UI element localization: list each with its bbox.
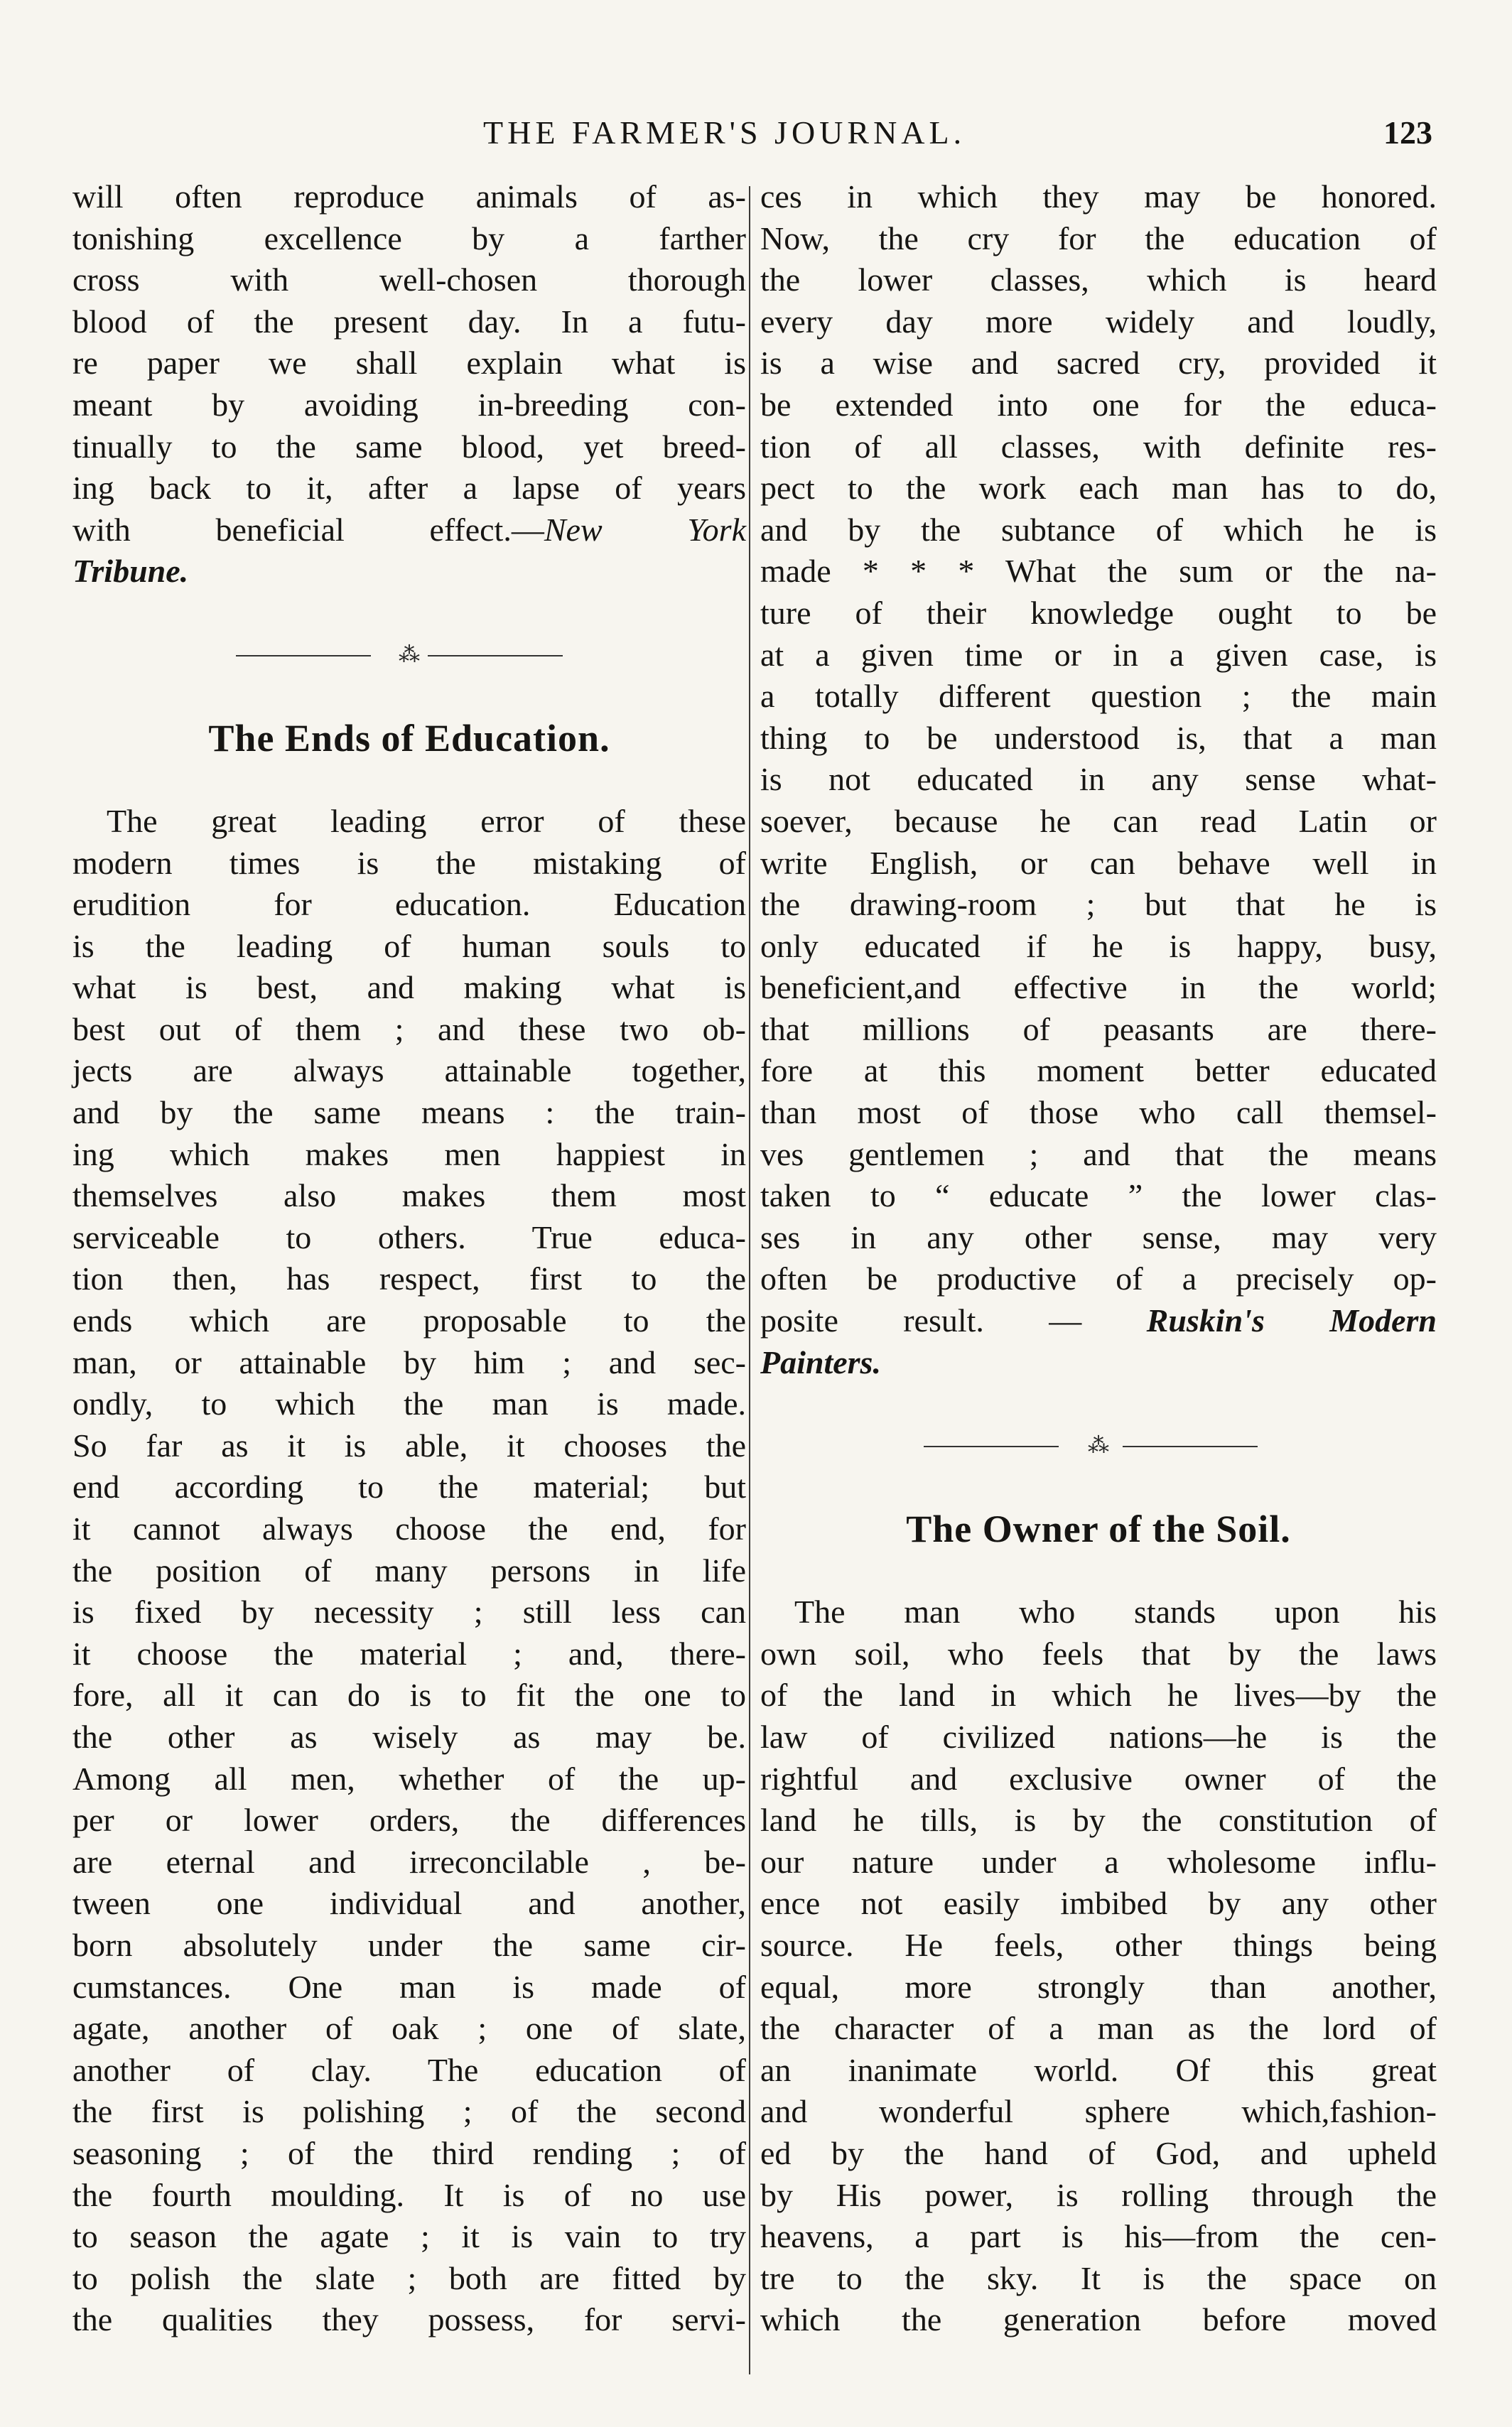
text-line: the character of a man as the lord of <box>760 2010 1437 2047</box>
text-line: heavens, a part is his—from the cen- <box>760 2218 1437 2255</box>
text-line: soever, because he can read Latin or <box>760 802 1437 839</box>
text-line: only educated if he is happy, busy, <box>760 927 1437 964</box>
text-line: taken to “ educate ” the lower clas- <box>760 1177 1437 1214</box>
page-header <box>0 114 1512 163</box>
text-line: ing back to it, after a lapse of years <box>72 470 746 507</box>
text-line: is the leading of human souls to <box>72 927 746 964</box>
left-column <box>72 176 746 2341</box>
text-line: tre to the sky. It is the space on <box>760 2259 1437 2296</box>
text-fragment: posite result. — <box>760 1302 1147 1339</box>
text-line: the position of many persons in life <box>72 1552 746 1589</box>
text-line: the drawing-room ; but that he is <box>760 886 1437 923</box>
text-line: at a given time or in a given case, is <box>760 636 1437 673</box>
text-line: it cannot always choose the end, for <box>72 1510 746 1547</box>
text-line: end according to the material; but <box>72 1469 746 1506</box>
text-line: another of clay. The education of <box>72 2051 746 2088</box>
text-line: pect to the work each man has to do, <box>760 470 1437 507</box>
text-line: an inanimate world. Of this great <box>760 2051 1437 2088</box>
text-line: tinually to the same blood, yet breed- <box>72 428 746 465</box>
journal-title: THE FARMER'S JOURNAL. <box>483 114 966 151</box>
divider-line <box>428 655 563 656</box>
source-attribution: Ruskin's Modern <box>1146 1302 1437 1339</box>
text-line: cross with well-chosen thorough <box>72 261 746 298</box>
spacer <box>760 1383 1437 1425</box>
spacer <box>760 1550 1437 1592</box>
text-line: jects are always attainable together, <box>72 1052 746 1089</box>
spacer <box>72 593 746 634</box>
text-line: a totally different question ; the main <box>760 678 1437 715</box>
text-line: ces in which they may be honored. <box>760 178 1437 215</box>
text-line: themselves also makes them most <box>72 1177 746 1214</box>
spacer <box>72 759 746 801</box>
text-line: every day more widely and loudly, <box>760 303 1437 340</box>
text-line: cumstances. One man is made of <box>72 1968 746 2005</box>
text-line: equal, more strongly than another, <box>760 1968 1437 2005</box>
spacer <box>760 1466 1437 1508</box>
text-line: source. He feels, other things being <box>760 1926 1437 1963</box>
text-line: of the land in which he lives—by the <box>760 1677 1437 1714</box>
text-line: the fourth moulding. It is of no use <box>72 2176 746 2213</box>
text-line: rightful and exclusive owner of the <box>760 1760 1437 1797</box>
text-line: the other as wisely as may be. <box>72 1718 746 1755</box>
text-line: ondly, to which the man is made. <box>72 1385 746 1422</box>
text-line: serviceable to others. True educa- <box>72 1218 746 1255</box>
text-fragment: with beneficial effect.— <box>72 511 544 548</box>
right-column <box>760 176 1437 2341</box>
divider-line <box>236 655 371 656</box>
text-line: and by the same means : the train- <box>72 1094 746 1131</box>
text-line: agate, another of oak ; one of slate, <box>72 2010 746 2047</box>
text-line: own soil, who feels that by the laws <box>760 1635 1437 1672</box>
ornament-glyph: ⁂ <box>1084 1434 1113 1457</box>
ornament-divider <box>760 1425 1437 1467</box>
text-line: ves gentlemen ; and that the means <box>760 1135 1437 1172</box>
text-line: is fixed by necessity ; still less can <box>72 1594 746 1631</box>
text-line: to season the agate ; it is vain to try <box>72 2218 746 2255</box>
text-line: The man who stands upon his <box>794 1594 1437 1631</box>
text-line: born absolutely under the same cir- <box>72 1926 746 1963</box>
source-attribution: Tribune. <box>72 553 189 590</box>
text-line: best out of them ; and these two ob- <box>72 1010 746 1047</box>
article-body <box>72 801 746 2341</box>
text-line: fore, all it can do is to fit the one to <box>72 1677 746 1714</box>
text-line: re paper we shall explain what is <box>72 345 746 382</box>
intro-paragraph <box>72 176 746 593</box>
text-line: ing which makes men happiest in <box>72 1135 746 1172</box>
text-line: fore at this moment better educated <box>760 1052 1437 1089</box>
text-line: Among all men, whether of the up- <box>72 1760 746 1797</box>
text-line: to polish the slate ; both are fitted by <box>72 2259 746 2296</box>
text-line: ses in any other sense, may very <box>760 1218 1437 1255</box>
text-line-with-source <box>760 1300 1437 1342</box>
text-line: land he tills, is by the constitution of <box>760 1802 1437 1839</box>
text-line: than most of those who call themsel- <box>760 1094 1437 1131</box>
text-line: and by the subtance of which he is <box>760 511 1437 548</box>
text-line: which the generation before moved <box>760 2301 1437 2338</box>
article-body-continued <box>760 176 1437 1383</box>
text-line: and wonderful sphere which,fashion- <box>760 2093 1437 2130</box>
text-line: modern times is the mistaking of <box>72 844 746 881</box>
text-line: tween one individual and another, <box>72 1885 746 1922</box>
text-line: Now, the cry for the education of <box>760 220 1437 256</box>
text-line: ends which are proposable to the <box>72 1302 746 1339</box>
text-line: the lower classes, which is heard <box>760 261 1437 298</box>
article-body <box>760 1591 1437 2341</box>
text-line: our nature under a wholesome influ- <box>760 1843 1437 1880</box>
text-line: tion then, has respect, first to the <box>72 1260 746 1297</box>
text-line: the first is polishing ; of the second <box>72 2093 746 2130</box>
text-line: man, or attainable by him ; and sec- <box>72 1344 746 1380</box>
text-line: thing to be understood is, that a man <box>760 719 1437 756</box>
text-line: erudition for education. Education <box>72 886 746 923</box>
divider-line <box>924 1446 1059 1447</box>
text-line: be extended into one for the educa- <box>760 386 1437 423</box>
article-title: The Ends of Education. <box>208 716 610 760</box>
text-line: beneficient,and effective in the world; <box>760 969 1437 1006</box>
text-line: are eternal and irreconcilable , be- <box>72 1843 746 1880</box>
text-line-with-source <box>72 509 746 551</box>
divider-line <box>1123 1446 1258 1447</box>
text-line: the qualities they possess, for servi- <box>72 2301 746 2338</box>
text-line: is not educated in any sense what- <box>760 761 1437 798</box>
ornament-glyph: ⁂ <box>394 643 424 666</box>
text-line: often be productive of a precisely op- <box>760 1260 1437 1297</box>
text-line: ture of their knowledge ought to be <box>760 594 1437 631</box>
text-line: The great leading error of these <box>107 802 746 839</box>
text-line: law of civilized nations—he is the <box>760 1718 1437 1755</box>
text-line: will often reproduce animals of as- <box>72 178 746 215</box>
text-line: seasoning ; of the third rending ; of <box>72 2134 746 2171</box>
text-line: write English, or can behave well in <box>760 844 1437 881</box>
text-line: made * * * What the sum or the na- <box>760 553 1437 590</box>
article-title: The Owner of the Soil. <box>906 1508 1291 1550</box>
source-attribution: New York <box>544 511 746 548</box>
text-line: ed by the hand of God, and upheld <box>760 2134 1437 2171</box>
text-line: it choose the material ; and, there- <box>72 1635 746 1672</box>
text-line: tonishing excellence by a farther <box>72 220 746 256</box>
page-number: 123 <box>1383 114 1432 151</box>
text-line: what is best, and making what is <box>72 969 746 1006</box>
text-line: So far as it is able, it chooses the <box>72 1427 746 1464</box>
spacer <box>72 676 746 718</box>
text-line: that millions of peasants are there- <box>760 1010 1437 1047</box>
text-line: by His power, is rolling through the <box>760 2176 1437 2213</box>
source-attribution: Painters. <box>760 1344 881 1380</box>
text-line: per or lower orders, the differences <box>72 1802 746 1839</box>
column-rule <box>749 186 750 2374</box>
text-line: blood of the present day. In a futu- <box>72 303 746 340</box>
text-line: ence not easily imbibed by any other <box>760 1885 1437 1922</box>
text-line: tion of all classes, with definite res- <box>760 428 1437 465</box>
text-line: is a wise and sacred cry, provided it <box>760 345 1437 382</box>
text-line: meant by avoiding in-breeding con- <box>72 386 746 423</box>
ornament-divider <box>72 634 746 676</box>
